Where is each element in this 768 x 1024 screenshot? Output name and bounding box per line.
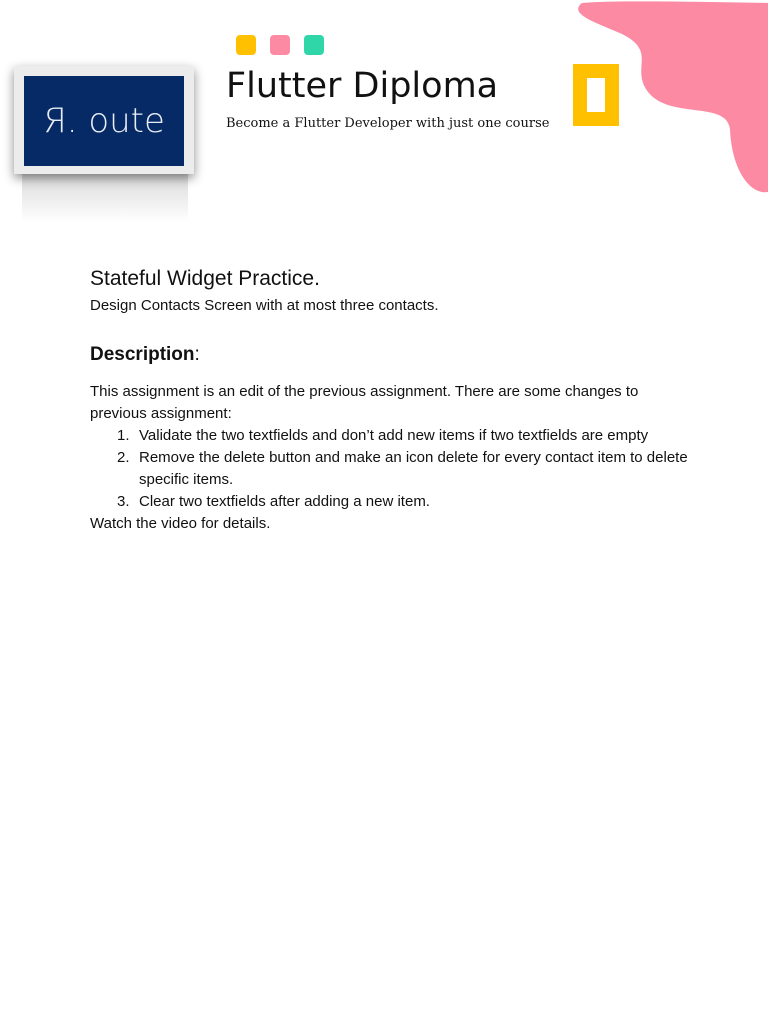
assignment-content (90, 264, 690, 535)
color-dots (236, 35, 324, 55)
description-heading (90, 341, 690, 369)
yellow-frame-icon (573, 64, 619, 126)
list-item-number: 3. (117, 493, 130, 510)
description-outro: Watch the video for details. (90, 515, 271, 532)
list-item-text: Remove the delete button and make an icon delete for every contact item to delete specific items. (139, 449, 688, 488)
steps-list (90, 425, 690, 513)
route-logo (24, 76, 184, 166)
description-label: Description (90, 344, 195, 365)
assignment-lead: Design Contacts Screen with at most three contacts. (90, 297, 439, 314)
list-item-text: Clear two textfields after adding a new item. (139, 493, 430, 510)
list-item-text: Validate the two textfields and don’t add new items if two textfields are empty (139, 427, 649, 444)
teal-dot (304, 35, 324, 55)
page-title: Flutter Diploma (226, 66, 499, 106)
logo-text: Я. oute (43, 101, 165, 141)
logo-reflection (22, 172, 188, 222)
list-item-number: 2. (117, 449, 130, 466)
description-colon: : (194, 344, 200, 365)
description-intro: This assignment is an edit of the previous assignment. There are some changes to previous assignment: (90, 383, 639, 422)
pink-dot (270, 35, 290, 55)
logo-frame (14, 66, 194, 174)
list-item (90, 425, 690, 447)
yellow-dot (236, 35, 256, 55)
list-item (90, 447, 690, 491)
assignment-heading: Stateful Widget Practice. (90, 267, 320, 290)
list-item (90, 491, 690, 513)
list-item-number: 1. (117, 427, 130, 444)
page-subtitle: Become a Flutter Developer with just one course (226, 116, 550, 131)
